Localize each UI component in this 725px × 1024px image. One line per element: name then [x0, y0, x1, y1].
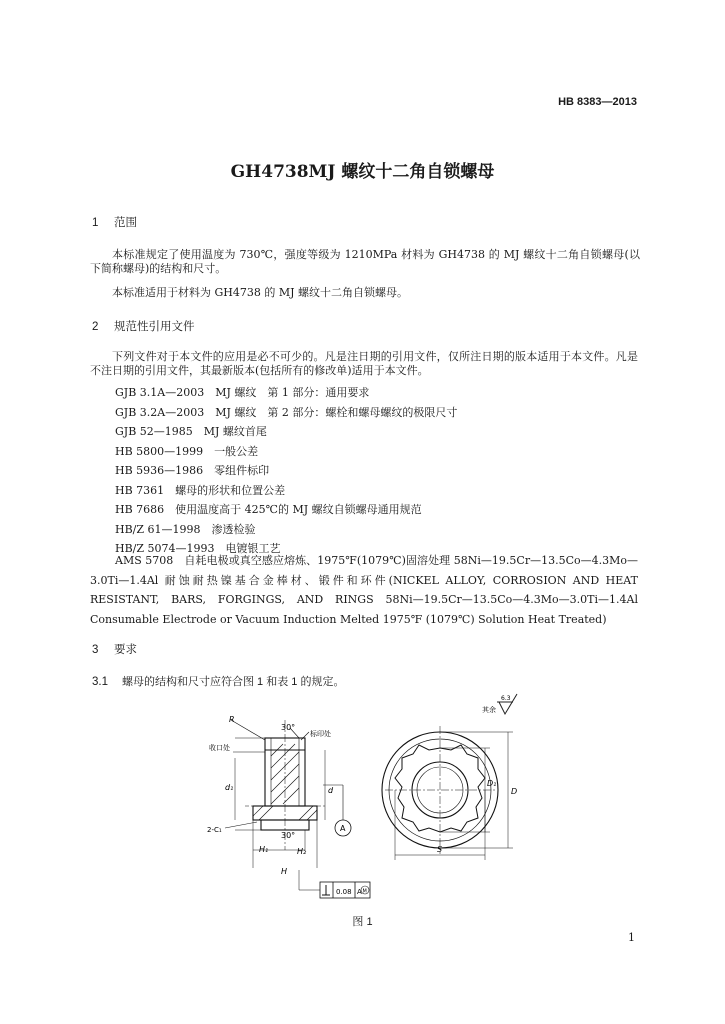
reference-item-ams: AMS 5708 自耗电极或真空感应熔炼、1975℉(1079℃)固溶处理 58Ni—19.5Cr—13.5Co—4.3Mo—3.0Ti—1.4Al 耐蚀耐热镍基合金棒材、锻件和环件(NICKEL ALLOY, CORROSION AND HEAT RESISTANT, BARS, FORGINGS, AND RINGS 58Ni—19.5Cr—13.5Co—4.3Mo—3.0Ti—1.4Al Consumable Electrode or Vacuum Induction Melted 1975℉ (1079℃) Solution Heat Treated): [90, 554, 638, 626]
reference-item: HB 7686 使用温度高于 425℃的 MJ 螺纹自锁螺母通用规范: [115, 503, 422, 516]
section-1-heading: [92, 214, 137, 230]
label-angle-top: 30°: [281, 723, 296, 732]
roughness-label: 其余: [482, 706, 496, 714]
reference-item: GJB 52—1985 MJ 螺纹首尾: [115, 425, 267, 438]
label-h: H: [281, 867, 288, 876]
reference-item: GJB 3.2A—2003 MJ 螺纹 第 2 部分：螺栓和螺母螺纹的极限尺寸: [115, 405, 458, 419]
reference-list: [115, 383, 457, 559]
reference-item: HB 5936—1986 零组件标印: [115, 464, 270, 477]
document-title: GH4738MJ 螺纹十二角自锁螺母: [230, 162, 495, 182]
reference-item: HB 5800—1999 一般公差: [115, 444, 259, 458]
clause-text: 螺母的结构和尺寸应符合图 1 和表 1 的规定。: [122, 676, 345, 688]
label-mark-location: 标印处: [310, 730, 331, 738]
section-title: 要求: [114, 644, 137, 656]
section-1-paragraph-2: 本标准适用于材料为 GH4738 的 MJ 螺纹十二角自锁螺母。: [112, 286, 409, 299]
figure-1-drawing: [195, 690, 635, 915]
section-3-heading: [92, 641, 137, 657]
label-r: R: [229, 715, 235, 724]
reference-item: HB 7361 螺母的形状和位置公差: [115, 483, 286, 497]
label-d1: d₁: [225, 783, 234, 792]
section-2-intro: 下列文件对于本文件的应用是必不可少的。凡是注日期的引用文件，仅所注日期的版本适用于本文件。凡是不注日期的引用文件，其最新版本(包括所有的修改单)适用于本文件。: [90, 350, 638, 377]
standard-number: HB 8383—2013: [558, 96, 637, 108]
label-angle-bottom: 30°: [281, 831, 296, 840]
nut-end-view: [382, 726, 513, 860]
section-number: 2: [92, 321, 99, 333]
section-title: 规范性引用文件: [114, 321, 195, 333]
label-h2: H₂: [297, 847, 307, 856]
nut-side-view: [225, 720, 370, 898]
section-title: 范围: [114, 217, 137, 229]
label-crimp-location: 收口处: [209, 744, 230, 752]
section-number: 3: [92, 644, 99, 656]
tolerance-value: 0.08: [336, 888, 352, 896]
section-number: 1: [92, 217, 99, 229]
clause-3-1: [92, 675, 344, 689]
section-2-heading: [92, 318, 195, 334]
label-d: d: [328, 786, 334, 795]
label-d-diameter: D: [511, 787, 518, 796]
reference-item: HB/Z 61—1998 渗透检验: [115, 522, 256, 536]
tolerance-datum: A: [357, 888, 362, 896]
page-number: 1: [628, 931, 635, 944]
roughness-value: 6.3: [501, 695, 511, 702]
section-1-paragraph-1: 本标准规定了使用温度为 730℃，强度等级为 1210MPa 材料为 GH4738 的 MJ 螺纹十二角自锁螺母(以下简称螺母)的结构和尺寸。: [90, 248, 640, 275]
figure-caption: 图 1: [352, 916, 373, 928]
reference-item: HB/Z 5074—1993 电镀银工艺: [115, 542, 281, 555]
label-d1-diameter: D₁: [487, 779, 497, 788]
label-s: S: [437, 845, 443, 854]
label-chamfer: 2-C₁: [207, 826, 222, 834]
reference-item: GJB 3.1A—2003 MJ 螺纹 第 1 部分：通用要求: [115, 386, 370, 399]
label-h1: H₁: [259, 845, 269, 854]
clause-number: 3.1: [92, 676, 108, 688]
label-datum: A: [340, 824, 346, 833]
tolerance-modifier: M: [362, 888, 367, 895]
